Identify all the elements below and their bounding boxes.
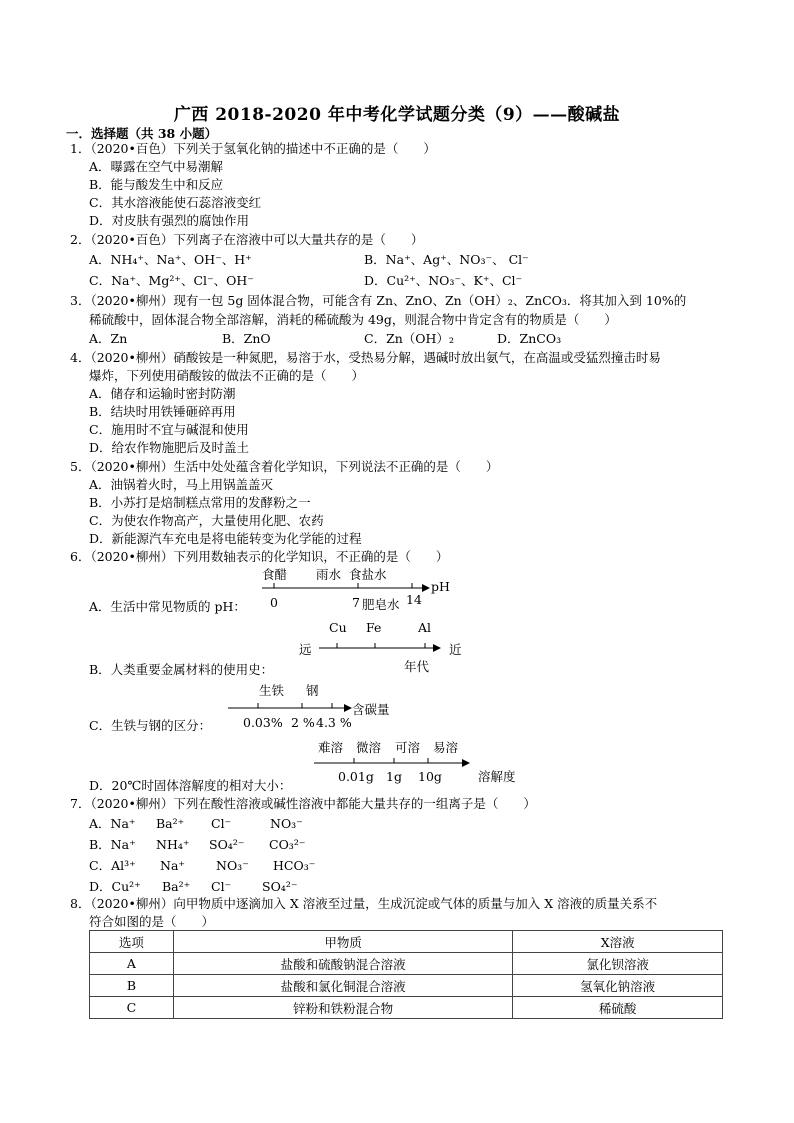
question-6-option-d-label: D．20℃时固体溶解度的相对大小：	[89, 778, 292, 793]
question-8-stem-line1: 8．（2020•柳州）向甲物质中逐滴加入 X 溶液至过量，生成沉淀或气体的质量与加入 X 溶液的质量关系不	[70, 896, 658, 911]
table-header-row	[90, 931, 723, 953]
question-7-option-a-ion-3: Cl⁻	[211, 816, 232, 831]
section-heading: 一．选择题（共 38 小题）	[66, 126, 218, 141]
axis-d-label-very-soluble: 易溶	[433, 740, 459, 755]
question-4-option-b: B．结块时用铁锤砸碎再用	[89, 404, 236, 419]
table-cell: A	[90, 953, 174, 975]
question-2-option-a: A．NH₄⁺、Na⁺、OH⁻、H⁺	[89, 252, 252, 267]
axis-c-carbon-line	[228, 700, 356, 716]
axis-b-label-al: Al	[418, 620, 432, 635]
question-4-option-c: C．施用时不宜与碱混和使用	[89, 422, 249, 437]
table-cell: 稀硫酸	[513, 997, 723, 1019]
page-title: 广西 2018-2020 年中考化学试题分类（9）——酸碱盐	[173, 105, 621, 125]
axis-d-label-insoluble: 难溶	[318, 740, 344, 755]
question-3-option-b: B．ZnO	[222, 331, 271, 346]
axis-a-label-rain: 雨水	[316, 567, 342, 582]
axis-a-tick-14: 14	[406, 592, 422, 607]
question-8-stem-line2: 符合如图的是（ ）	[89, 914, 215, 929]
question-3-option-a: A．Zn	[89, 331, 128, 346]
question-2-option-b: B．Na⁺、Ag⁺、NO₃⁻、 Cl⁻	[364, 252, 529, 267]
question-7-option-d-ion-4: SO₄²⁻	[262, 879, 298, 894]
question-6-stem: 6．（2020•柳州）下列用数轴表示的化学知识，不正确的是（ ）	[70, 549, 449, 564]
question-7-option-b-ion-3: SO₄²⁻	[209, 837, 245, 852]
question-4-option-a: A．储存和运输时密封防潮	[89, 386, 236, 401]
table-cell: B	[90, 975, 174, 997]
question-5-option-c: C．为使农作物高产，大量使用化肥、农药	[89, 513, 324, 528]
table-row	[90, 975, 723, 997]
table-cell: 锌粉和铁粉混合物	[173, 997, 512, 1019]
axis-d-tick-1g: 1g	[386, 769, 402, 784]
question-7-stem: 7．（2020•柳州）下列在酸性溶液或碱性溶液中都能大量共存的一组离子是（ ）	[70, 796, 536, 811]
axis-b-label-era: 年代	[404, 659, 430, 674]
question-2-option-d: D．Cu²⁺、NO₃⁻、K⁺、Cl⁻	[364, 273, 523, 288]
axis-a-unit: pH	[431, 579, 450, 594]
question-2-stem: 2．（2020•百色）下列离子在溶液中可以大量共存的是（ ）	[70, 232, 424, 247]
axis-d-label-soluble: 可溶	[395, 740, 421, 755]
question-1-option-c: C．其水溶液能使石蕊溶液变红	[89, 195, 262, 210]
question-7-option-d-ion-1: D．Cu²⁺	[89, 879, 141, 894]
question-7-option-a-ion-1: A．Na⁺	[89, 816, 136, 831]
axis-d-label-slightly-soluble: 微溶	[356, 740, 382, 755]
question-1-option-b: B．能与酸发生中和反应	[89, 177, 224, 192]
axis-a-label-soap-water: 肥皂水	[362, 597, 400, 612]
axis-d-unit: 溶解度	[478, 769, 516, 784]
table-cell: 氢氧化钠溶液	[513, 975, 723, 997]
question-3-option-c: C．Zn（OH）₂	[364, 331, 454, 346]
table-header-cell: 甲物质	[173, 931, 512, 953]
question-7-option-a-ion-2: Ba²⁺	[156, 816, 185, 831]
question-8-table	[89, 930, 723, 1019]
question-1-option-d: D．对皮肤有强烈的腐蚀作用	[89, 213, 250, 228]
table-header-cell: X溶液	[513, 931, 723, 953]
question-7-option-c-ion-1: C．Al³⁺	[89, 858, 136, 873]
question-2-option-c: C．Na⁺、Mg²⁺、Cl⁻、OH⁻	[89, 273, 254, 288]
question-5-option-d: D．新能源汽车充电是将电能转变为化学能的过程	[89, 531, 362, 546]
axis-d-tick-10g: 10g	[418, 769, 442, 784]
table-cell: 氯化钡溶液	[513, 953, 723, 975]
question-3-option-d: D．ZnCO₃	[497, 331, 562, 346]
question-6-option-c-label: C．生铁与钢的区分：	[89, 718, 212, 733]
axis-b-label-cu: Cu	[329, 620, 347, 635]
question-5-stem: 5．（2020•柳州）生活中处处蕴含着化学知识，下列说法不正确的是（ ）	[70, 459, 499, 474]
question-7-option-b-ion-2: NH₄⁺	[156, 837, 190, 852]
axis-a-tick-7: 7	[352, 595, 360, 610]
axis-b-label-far: 远	[299, 642, 312, 657]
axis-c-unit: 含碳量	[352, 702, 390, 717]
table-cell: 盐酸和氯化铜混合溶液	[173, 975, 512, 997]
axis-d-tick-0-01g: 0.01g	[338, 769, 374, 784]
question-7-option-b-ion-1: B．Na⁺	[89, 837, 136, 852]
question-7-option-c-ion-4: HCO₃⁻	[273, 858, 316, 873]
question-7-option-b-ion-4: CO₃²⁻	[269, 837, 306, 852]
axis-c-label-pig-iron: 生铁	[259, 683, 285, 698]
question-7-option-d-ion-3: Cl⁻	[211, 879, 232, 894]
axis-a-tick-0: 0	[270, 595, 278, 610]
axis-b-label-fe: Fe	[366, 620, 382, 635]
question-7-option-c-ion-2: Na⁺	[160, 858, 185, 873]
axis-a-label-vinegar: 食醋	[262, 567, 288, 582]
table-cell: 盐酸和硫酸钠混合溶液	[173, 953, 512, 975]
question-1-option-a: A．曝露在空气中易潮解	[89, 159, 224, 174]
question-7-option-c-ion-3: NO₃⁻	[216, 858, 249, 873]
table-row	[90, 997, 723, 1019]
question-4-stem-line1: 4．（2020•柳州）硝酸铵是一种氮肥，易溶于水，受热易分解，遇碱时放出氨气，在高温或受猛烈撞击时易	[70, 350, 661, 365]
question-6-option-a-label: A．生活中常见物质的 pH：	[89, 599, 246, 614]
question-7-option-a-ion-4: NO₃⁻	[270, 816, 303, 831]
axis-c-tick-2: 2 %	[291, 715, 315, 730]
axis-c-tick-0-03: 0.03%	[243, 715, 283, 730]
question-5-option-a: A．油锅着火时，马上用锅盖盖灭	[89, 477, 274, 492]
question-4-option-d: D．给农作物施肥后及时盖土	[89, 440, 250, 455]
question-3-stem-line2: 稀硫酸中，固体混合物全部溶解，消耗的稀硫酸为 49g，则混合物中肯定含有的物质是（ ）	[89, 312, 617, 327]
question-4-stem-line2: 爆炸，下列使用硝酸铵的做法不正确的是（ ）	[89, 368, 365, 383]
axis-c-tick-4-3: 4.3 %	[316, 715, 352, 730]
question-3-stem-line1: 3．（2020•柳州）现有一包 5g 固体混合物，可能含有 Zn、ZnO、Zn（OH）₂、ZnCO₃．将其加入到 10%的	[70, 293, 687, 308]
table-row	[90, 953, 723, 975]
axis-a-label-salt-water: 食盐水	[349, 567, 387, 582]
axis-c-label-steel: 钢	[306, 683, 319, 698]
table-cell: C	[90, 997, 174, 1019]
question-1-stem: 1．（2020•百色）下列关于氢氧化钠的描述中不正确的是（ ）	[70, 141, 436, 156]
axis-b-label-near: 近	[449, 642, 462, 657]
question-7-option-d-ion-2: Ba²⁺	[162, 879, 191, 894]
axis-b-history-line	[319, 640, 444, 656]
question-5-option-b: B．小苏打是焙制糕点常用的发酵粉之一	[89, 495, 311, 510]
table-header-cell: 选项	[90, 931, 174, 953]
question-6-option-b-label: B．人类重要金属材料的使用史：	[89, 662, 274, 677]
